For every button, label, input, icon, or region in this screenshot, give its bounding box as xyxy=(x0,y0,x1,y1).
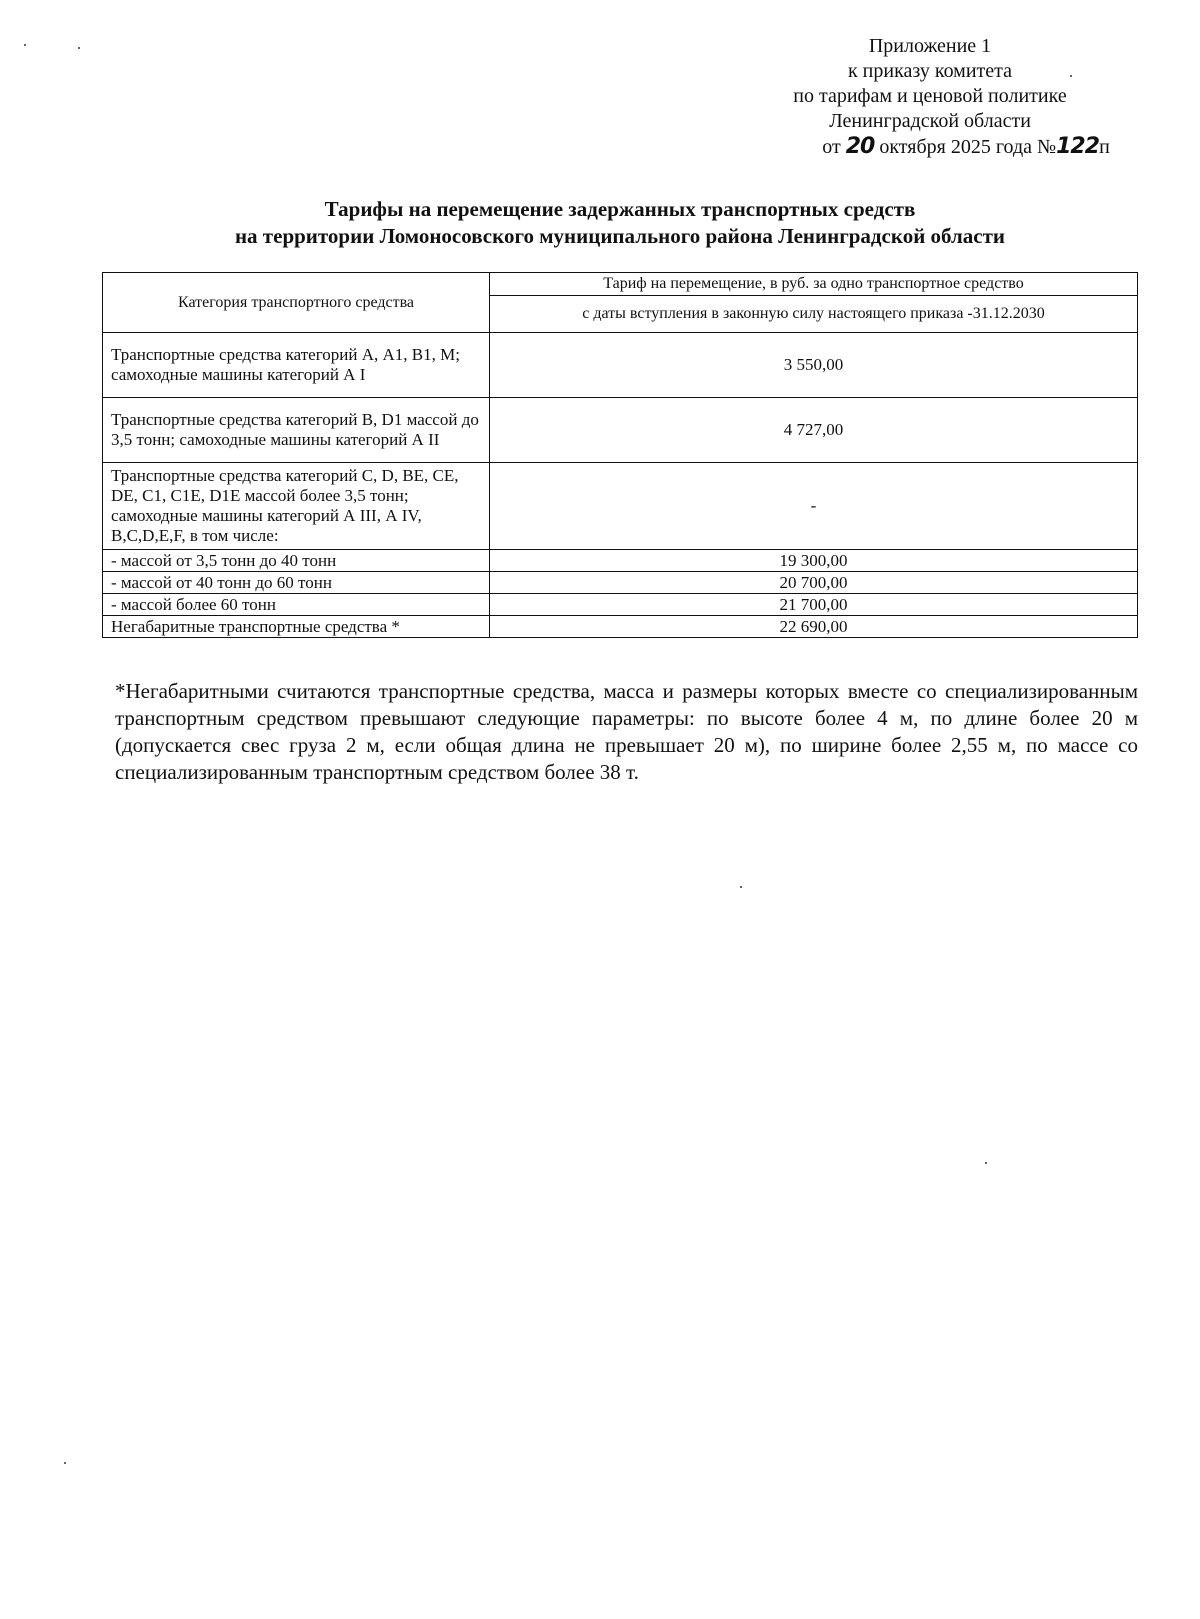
row-value: 20 700,00 xyxy=(490,572,1138,594)
annex-line-4: Ленинградской области xyxy=(829,110,1031,132)
scan-speck xyxy=(985,1162,987,1164)
row-value: 19 300,00 xyxy=(490,550,1138,572)
row-value: 22 690,00 xyxy=(490,616,1138,638)
handwritten-order-number: 122 xyxy=(1056,134,1100,159)
row-category: Транспортные средства категорий А, А1, В1, М; самоходные машины категорий А I xyxy=(103,333,490,398)
row-value: 4 727,00 xyxy=(490,398,1138,463)
annex-line-1: Приложение 1 xyxy=(868,35,992,57)
row-category: Транспортные средства категорий С, D, BE, CE, DE, C1, C1E, D1E массой более 3,5 тонн; самоходные машины категорий А III, А IV, B,C,D,E,F, в том числе: xyxy=(103,463,490,550)
table-header-row xyxy=(103,273,1138,296)
table-row xyxy=(103,550,1138,572)
header-category: Категория транспортного средства xyxy=(103,273,490,333)
annex-date-line xyxy=(726,134,1200,160)
table-row xyxy=(103,398,1138,463)
scan-speck xyxy=(64,1462,66,1464)
header-tariff: Тариф на перемещение, в руб. за одно транспортное средство xyxy=(490,273,1138,296)
table-row xyxy=(103,572,1138,594)
scan-speck xyxy=(1070,75,1072,77)
table-row xyxy=(103,463,1138,550)
annex-line-3: по тарифам и ценовой политике xyxy=(793,85,1067,107)
header-period: с даты вступления в законную силу настоящего приказа -31.12.2030 xyxy=(490,296,1138,333)
annex-header xyxy=(690,34,1170,160)
title-line-2: на территории Ломоносовского муниципального района Ленинградской области xyxy=(234,224,1006,248)
row-category: - массой от 3,5 тонн до 40 тонн xyxy=(103,550,490,572)
row-value: - xyxy=(490,463,1138,550)
scan-speck xyxy=(78,47,80,49)
row-value: 3 550,00 xyxy=(490,333,1138,398)
row-category: Негабаритные транспортные средства * xyxy=(103,616,490,638)
handwritten-day: 20 xyxy=(845,134,875,159)
table-row xyxy=(103,333,1138,398)
scan-speck xyxy=(24,44,26,46)
footnote: *Негабаритными считаются транспортные средства, масса и размеры которых вместе со специализированным транспортным средством превышают следующие параметры: по высоте более 4 м, по длине более 20 м (допускается свес груза 2 м, если общая длина не превышает 20 м), по ширине более 2,55 м, по массе со специализированным транспортным средством более 38 т. xyxy=(115,679,1138,784)
row-category: Транспортные средства категорий В, D1 массой до 3,5 тонн; самоходные машины категорий А II xyxy=(103,398,490,463)
table-row xyxy=(103,616,1138,638)
date-prefix: от xyxy=(822,136,841,158)
row-category: - массой от 40 тонн до 60 тонн xyxy=(103,572,490,594)
table-row xyxy=(103,594,1138,616)
scan-speck xyxy=(740,886,742,888)
date-rest: октября 2025 года № xyxy=(879,136,1057,158)
order-suffix: п xyxy=(1099,136,1110,158)
row-category: - массой более 60 тонн xyxy=(103,594,490,616)
annex-line-2: к приказу комитета xyxy=(847,60,1013,82)
tariff-table xyxy=(102,272,1138,638)
row-value: 21 700,00 xyxy=(490,594,1138,616)
title-line-1: Тарифы на перемещение задержанных транспортных средств xyxy=(324,197,916,221)
document-title xyxy=(100,196,1140,250)
